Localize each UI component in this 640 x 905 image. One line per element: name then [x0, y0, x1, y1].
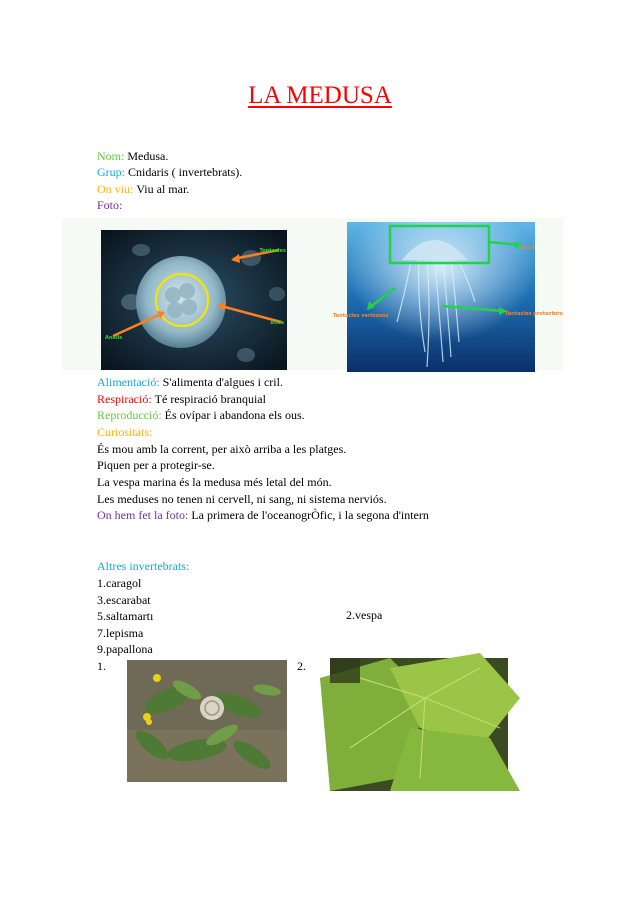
info-foto [97, 197, 125, 213]
label-boca-right: Boca [521, 245, 535, 251]
list-item: 9.papallona [97, 642, 153, 656]
snail-image [127, 660, 287, 782]
on-foto-label: On hem fet la foto: [97, 508, 189, 522]
label-tentacles-verinosos: Tentacles verinosos [333, 313, 389, 319]
info-grup [97, 164, 242, 180]
img2-number: 2. [297, 659, 306, 673]
leaf-photo [330, 658, 508, 791]
grup-value: Cnidaris ( invertebrats). [128, 165, 243, 179]
curiositats-label: Curiositats: [97, 425, 153, 439]
label-boca-left: Boca [270, 320, 284, 326]
img1-number: 1. [97, 659, 106, 673]
leaf-image [330, 658, 508, 791]
jellyfish-right-image [333, 222, 563, 372]
detail-reproduccio [97, 407, 305, 423]
list-item: 2.vespa [343, 608, 383, 622]
nom-value: Medusa. [127, 149, 169, 163]
list-item: 5.saltamartı [97, 609, 154, 623]
respiracio-label: Respiració: [97, 392, 152, 406]
list-item: 7.lepisma [97, 625, 144, 640]
alimentacio-label: Alimentació: [97, 375, 160, 389]
on-foto-value: La primera de l'oceanogrÒfic, i la segona d'intern [191, 508, 429, 522]
alimentacio-value: S'alimenta d'algues i cril. [162, 375, 283, 389]
curiositat-item: Les meduses no tenen ni cervell, ni sang, ni sistema nerviós. [97, 492, 387, 506]
grup-label: Grup: [97, 165, 125, 179]
label-tentacles-protectors: Tentacles protectors [505, 311, 563, 317]
altres-heading: Altres invertebrats: [97, 559, 190, 573]
reproduccio-value: És ovípar i abandona els ous. [164, 408, 305, 422]
page-title: LA MEDUSA [248, 82, 392, 109]
nom-label: Nom: [97, 149, 125, 163]
respiracio-value: Té respiració branquial [154, 392, 266, 406]
curiositat-item: Piquen per a protegir-se. [97, 458, 215, 472]
reproduccio-label: Reproducció: [97, 408, 162, 422]
label-tentacles-left: Tentacles [259, 248, 286, 254]
curiositat-item: La vespa marina és la medusa més letal del món. [97, 475, 332, 489]
detail-respiracio [97, 391, 266, 407]
on-viu-value: Viu al mar. [136, 182, 190, 196]
detail-on-foto [97, 507, 429, 523]
label-anells-left: Anells [105, 335, 123, 341]
altres-left-column [97, 575, 153, 657]
curiositat-item: És mou amb la corrent, per això arriba a les platges. [97, 442, 347, 456]
foto-label: Foto: [97, 198, 123, 212]
list-item: 1.caragol [97, 576, 142, 590]
on-viu-label: On viu: [97, 182, 134, 196]
jellyfish-photo-left [101, 230, 287, 370]
jellyfish-left-image [101, 230, 287, 370]
list-item: 3.escarabat [97, 592, 151, 607]
jellyfish-photo-right [333, 222, 563, 372]
info-nom [97, 148, 168, 164]
snail-photo [127, 660, 287, 782]
detail-alimentacio [97, 374, 283, 390]
info-on-viu [97, 181, 189, 197]
